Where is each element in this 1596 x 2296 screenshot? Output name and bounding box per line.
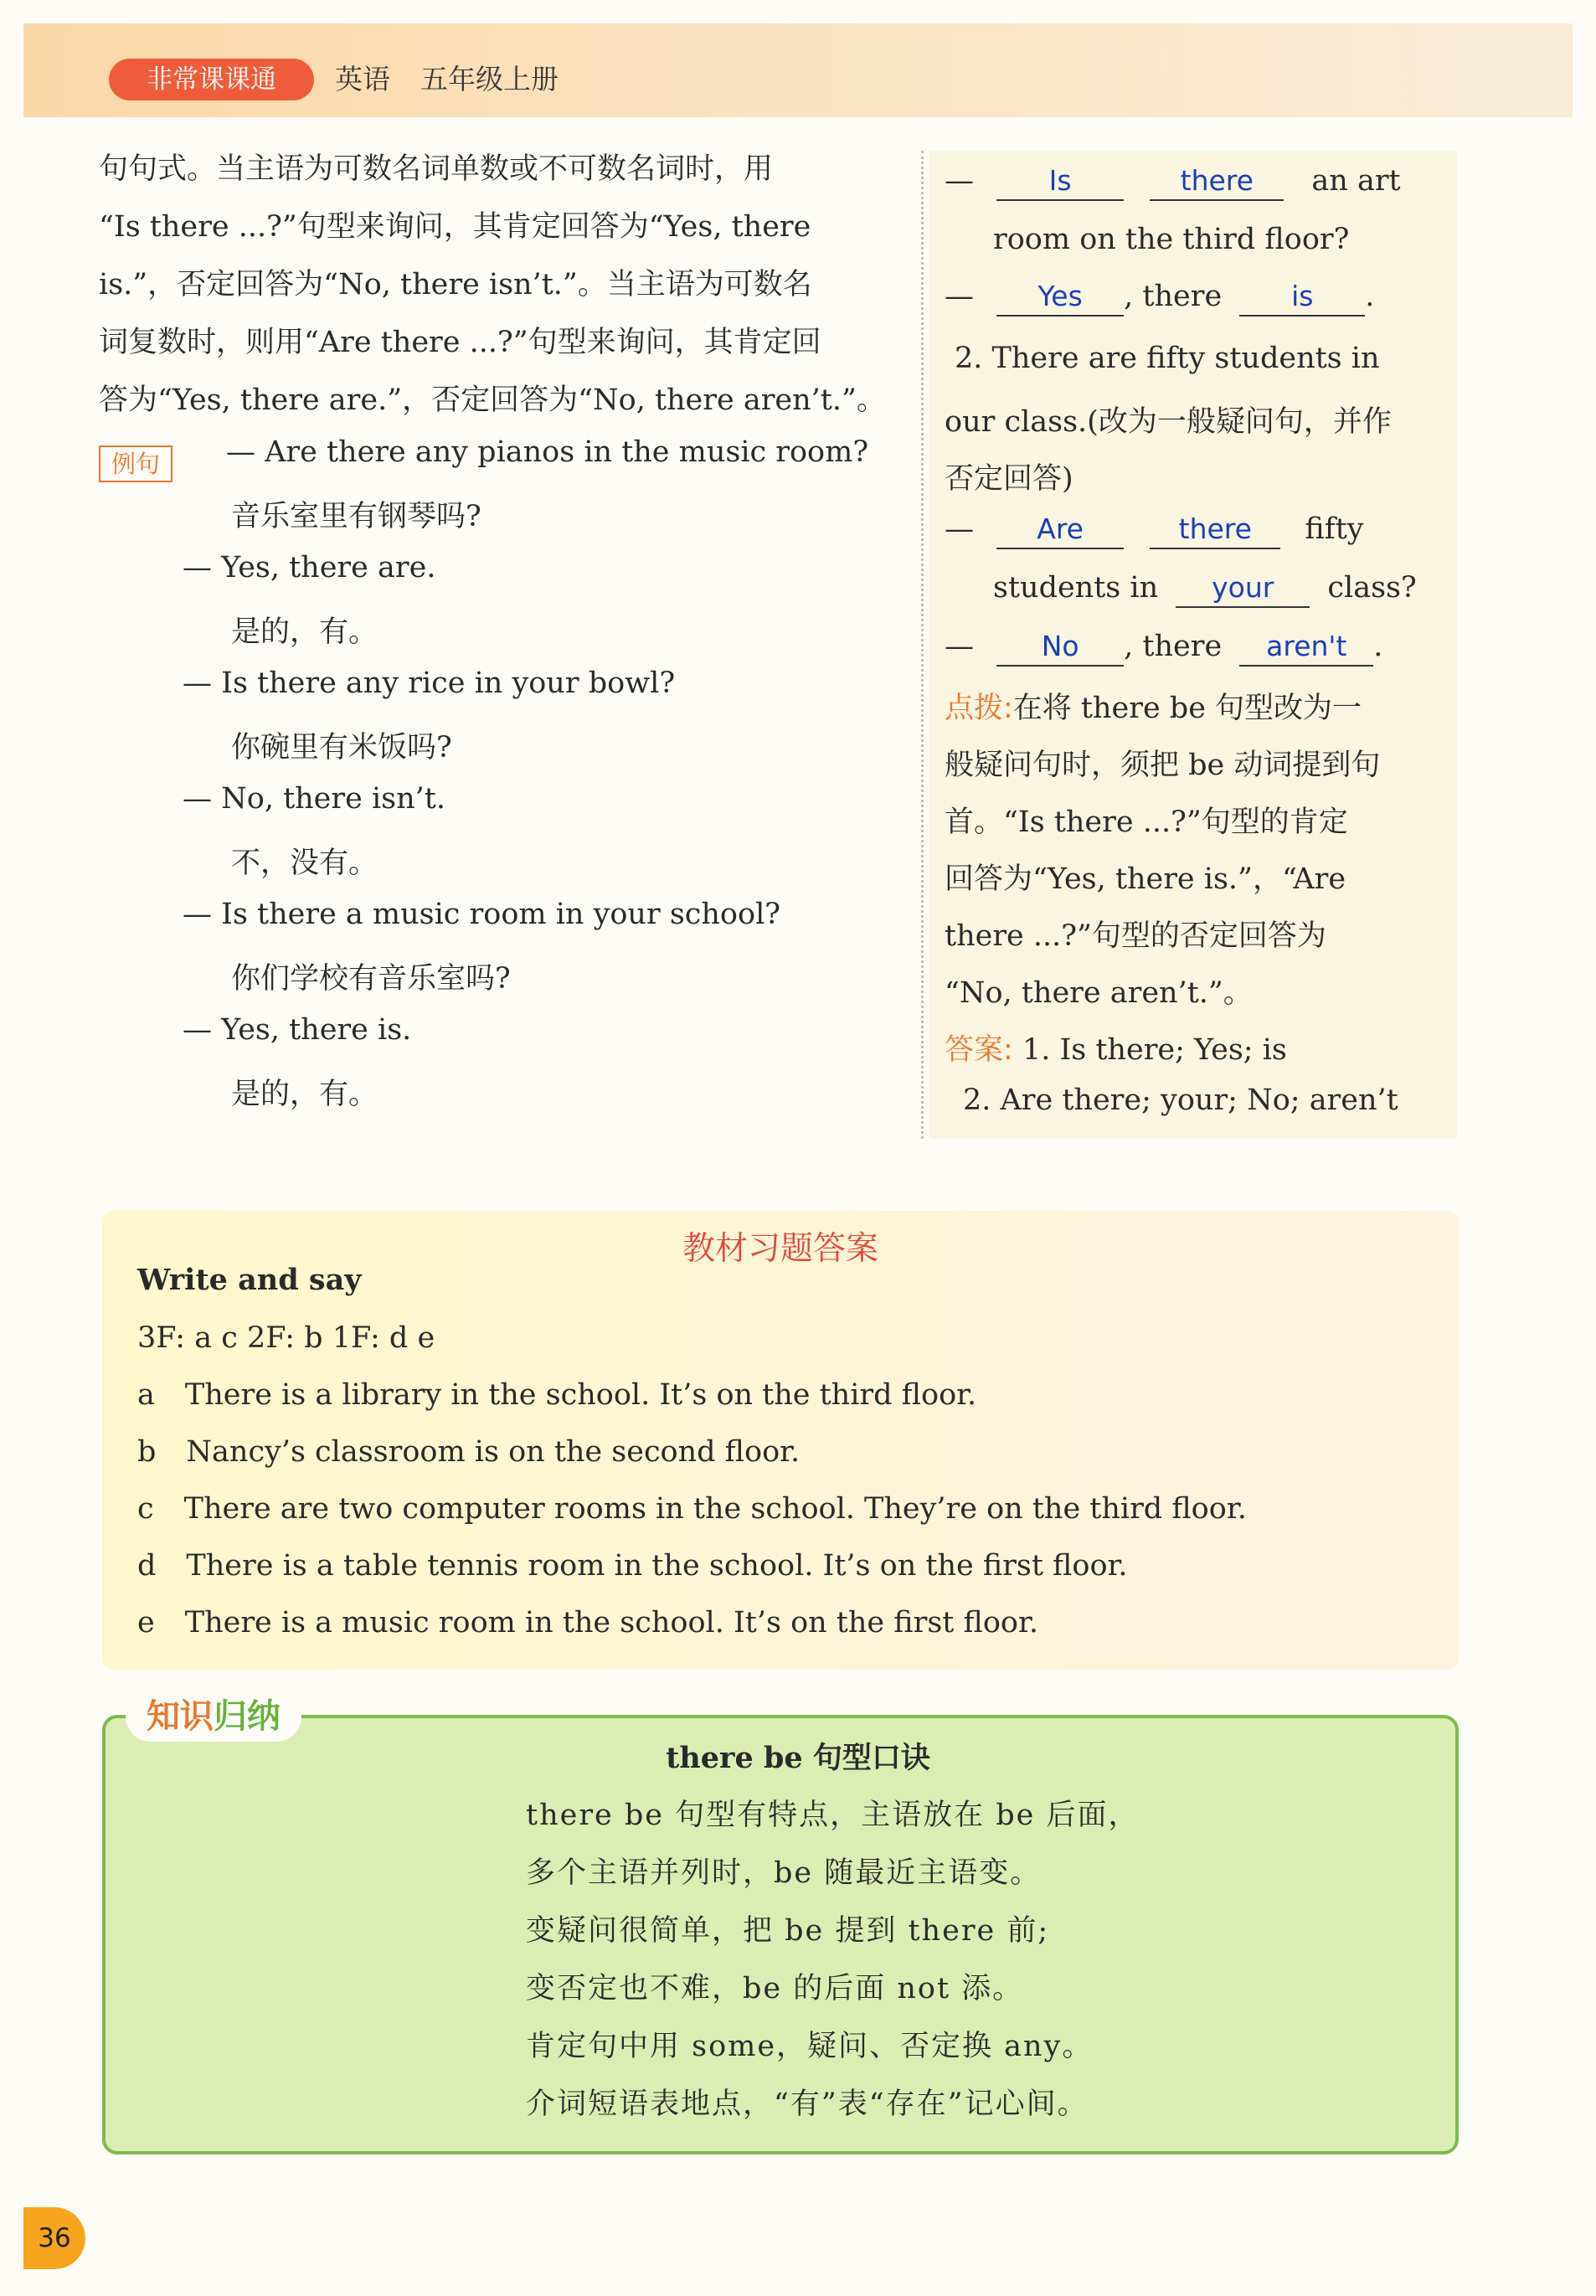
answers-heading: Write and say — [137, 1263, 362, 1297]
textbook-answers-box — [102, 1211, 1459, 1670]
example-line: — Yes, there are. — [183, 551, 436, 584]
knowledge-tag — [126, 1691, 301, 1742]
rhyme-line: 变否定也不难，be 的后面 not 添。 — [526, 1972, 1024, 2005]
intro-line: 词复数时，则用“Are there ...?”句型来询问，其肯定回 — [99, 326, 821, 359]
answer-label: 答案: — [945, 1033, 1013, 1067]
q2-end: . — [1373, 630, 1383, 663]
example-line: 你碗里有米饭吗? — [231, 731, 452, 764]
dash: — — [945, 280, 974, 313]
tag-part: 归纳 — [214, 1697, 281, 1736]
item-letter: d — [137, 1549, 157, 1583]
rhyme-line: 多个主语并列时，be 随最近主语变。 — [526, 1856, 1042, 1890]
answers-floors: 3F: a c 2F: b 1F: d e — [137, 1321, 435, 1355]
item-letter: e — [137, 1606, 155, 1640]
explanation-text — [99, 141, 903, 430]
item-text: Nancy’s classroom is on the second floor. — [186, 1435, 801, 1469]
example-line: 音乐室里有钢琴吗? — [231, 500, 481, 533]
answer-blank: Is — [996, 162, 1124, 201]
q1-end: . — [1365, 280, 1375, 313]
subject: 英语 — [335, 63, 390, 95]
example-line: — Yes, there is. — [183, 1013, 412, 1047]
q1-tail: an art — [1311, 164, 1401, 198]
q2-line1: 2. There are fifty students in — [955, 342, 1380, 375]
example-line: 是的，有。 — [231, 1078, 378, 1111]
answer-item — [137, 1549, 1128, 1583]
item-text: There is a library in the school. It’s on the third floor. — [184, 1378, 977, 1412]
tip-label: 点拨: — [945, 692, 1013, 725]
q1-line1 — [945, 162, 1401, 201]
answer-item — [137, 1606, 1038, 1640]
answer-blank: Are — [996, 511, 1124, 549]
q2-line6 — [945, 628, 1382, 667]
tip-line — [945, 685, 1362, 727]
q2-pre: students in — [993, 571, 1159, 605]
answer-item — [137, 1378, 976, 1412]
example-line: — No, there isn’t. — [183, 782, 445, 816]
exercise-panel — [929, 151, 1457, 1139]
intro-line: 答为“Yes, there are.”，否定回答为“No, there aren’t.”。 — [99, 384, 886, 417]
item-text: There is a table tennis room in the school. It’s on the first floor. — [186, 1549, 1128, 1583]
answer-item — [137, 1492, 1247, 1526]
intro-line: 句句式。当主语为可数名词单数或不可数名词时，用 — [99, 152, 774, 186]
knowledge-title: there be 句型口诀 — [666, 1741, 930, 1775]
example-line: 是的，有。 — [231, 615, 378, 649]
example-line: 不，没有。 — [231, 847, 378, 880]
q2-line5 — [993, 569, 1417, 608]
answer-line — [945, 1027, 1287, 1068]
example-line: — Are there any pianos in the music room? — [226, 435, 869, 469]
item-letter: c — [137, 1492, 154, 1526]
answer-item — [137, 1435, 800, 1469]
tip-line: 般疑问句时，须把 be 动词提到句 — [945, 749, 1381, 782]
rhyme-line: 变疑问很简单，把 be 提到 there 前; — [526, 1914, 1050, 1948]
q2-mid: , there — [1124, 630, 1223, 663]
q2-tail: fifty — [1305, 512, 1364, 546]
q2-post: class? — [1327, 571, 1417, 605]
item-text: There are two computer rooms in the school. They’re on the third floor. — [183, 1492, 1247, 1526]
example-line: — Is there any rice in your bowl? — [183, 667, 676, 700]
q2-line3: 否定回答) — [945, 462, 1073, 496]
answer-blank: No — [996, 628, 1124, 667]
answer-text: 1. Is there; Yes; is — [1022, 1033, 1287, 1067]
subject-label — [335, 59, 589, 100]
example-tag: 例句 — [99, 445, 172, 482]
tag-part: 知识 — [147, 1697, 214, 1736]
answer-blank: is — [1239, 278, 1365, 317]
dash: — — [945, 164, 974, 198]
tip-line: 首。“Is there ...?”句型的肯定 — [945, 806, 1348, 839]
rhyme-line: 介词短语表地点，“有”表“存在”记心间。 — [526, 2088, 1089, 2121]
q1-line2: room on the third floor? — [993, 223, 1350, 256]
rhyme-line: there be 句型有特点，主语放在 be 后面， — [526, 1799, 1140, 1832]
dash: — — [945, 630, 974, 663]
q2-line4 — [945, 511, 1364, 549]
example-line: — Is there a music room in your school? — [183, 898, 781, 931]
answer-line: 2. Are there; your; No; aren’t — [963, 1084, 1398, 1117]
page-number: 36 — [23, 2207, 85, 2269]
answer-blank: your — [1176, 569, 1310, 608]
answers-title: 教材习题答案 — [682, 1230, 878, 1268]
item-letter: a — [137, 1378, 155, 1412]
q2-line2: our class.(改为一般疑问句，并作 — [945, 405, 1392, 439]
tip-line: 回答为“Yes, there is.”，“Are — [945, 862, 1346, 896]
item-text: There is a music room in the school. It’s on the first floor. — [184, 1606, 1038, 1640]
answer-blank: aren't — [1239, 628, 1373, 667]
dash: — — [945, 512, 974, 546]
column-divider — [921, 151, 924, 1139]
intro-line: “Is there ...?”句型来询问，其肯定回答为“Yes, there — [99, 210, 811, 244]
example-line: 你们学校有音乐室吗? — [231, 962, 511, 996]
rhyme-line: 肯定句中用 some，疑问、否定换 any。 — [526, 2030, 1094, 2063]
tip-line: “No, there aren’t.”。 — [945, 976, 1253, 1010]
q1-line3 — [945, 278, 1374, 317]
answer-blank: there — [1150, 511, 1280, 549]
intro-line: is.”，否定回答为“No, there isn’t.”。当主语为可数名 — [99, 268, 812, 301]
tip-line: there ...?”句型的否定回答为 — [945, 919, 1326, 953]
grade: 五年级上册 — [420, 63, 559, 95]
answer-blank: Yes — [996, 278, 1124, 317]
answer-blank: there — [1150, 162, 1284, 201]
item-letter: b — [137, 1435, 157, 1469]
q1-mid: , there — [1124, 280, 1223, 313]
tip-text: 在将 there be 句型改为一 — [1012, 692, 1362, 725]
series-badge: 非常课课通 — [109, 59, 314, 100]
